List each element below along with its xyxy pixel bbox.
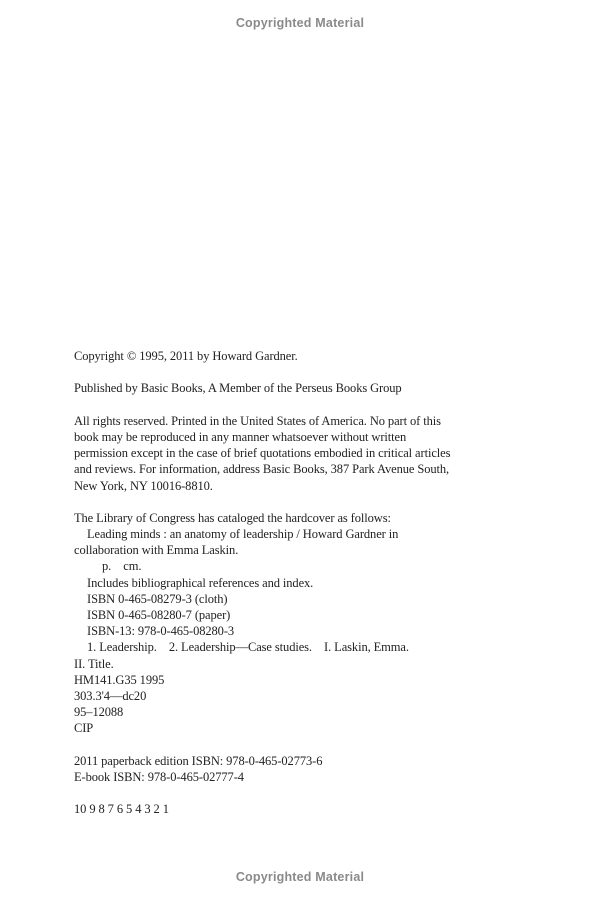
text-line: and reviews. For information, address Basic Books, 387 Park Avenue South, (74, 462, 450, 477)
blank-line (74, 494, 574, 510)
text-line: The Library of Congress has cataloged the hardcover as follows: (74, 510, 391, 525)
text-line: Leading minds : an anatomy of leadership / Howard Gardner in (87, 527, 399, 542)
copyrighted-material-watermark-bottom: Copyrighted Material (235, 870, 365, 884)
text-line: II. Title. (74, 656, 114, 671)
text-line: Includes bibliographical references and index. (87, 575, 314, 590)
text-line: ISBN-13: 978-0-465-08280-3 (87, 624, 235, 639)
text-line: E-book ISBN: 978-0-465-02777-4 (74, 769, 244, 784)
text-line: 2011 paperback edition ISBN: 978-0-465-02773-6 (74, 753, 323, 768)
text-line: CIP (74, 721, 94, 736)
blank-line (74, 364, 574, 380)
blank-line (74, 737, 574, 753)
text-line: HM141.G35 1995 (74, 672, 165, 687)
copyright-text-block (74, 348, 574, 817)
text-line: 95–12088 (74, 705, 124, 720)
blank-line (74, 397, 574, 413)
copyrighted-material-watermark-top: Copyrighted Material (235, 16, 365, 30)
text-line: p. cm. (102, 559, 142, 574)
text-line: New York, NY 10016-8810. (74, 478, 213, 493)
text-line: permission except in the case of brief quotations embodied in critical articles (74, 446, 451, 461)
text-line: All rights reserved. Printed in the United States of America. No part of this (74, 413, 441, 428)
text-line: Copyright © 1995, 2011 by Howard Gardner. (74, 349, 298, 363)
text-line: ISBN 0-465-08280-7 (paper) (87, 608, 231, 622)
text-line: 303.3'4—dc20 (74, 688, 147, 703)
text-line: Published by Basic Books, A Member of the Perseus Books Group (74, 381, 402, 396)
text-line: ISBN 0-465-08279-3 (cloth) (87, 591, 228, 606)
text-line: 10 9 8 7 6 5 4 3 2 1 (74, 802, 169, 817)
text-line: collaboration with Emma Laskin. (74, 543, 239, 558)
blank-line (74, 785, 574, 801)
text-line: book may be reproduced in any manner whatsoever without written (74, 429, 407, 444)
text-line: 1. Leadership. 2. Leadership—Case studies. I. Laskin, Emma. (87, 640, 409, 655)
